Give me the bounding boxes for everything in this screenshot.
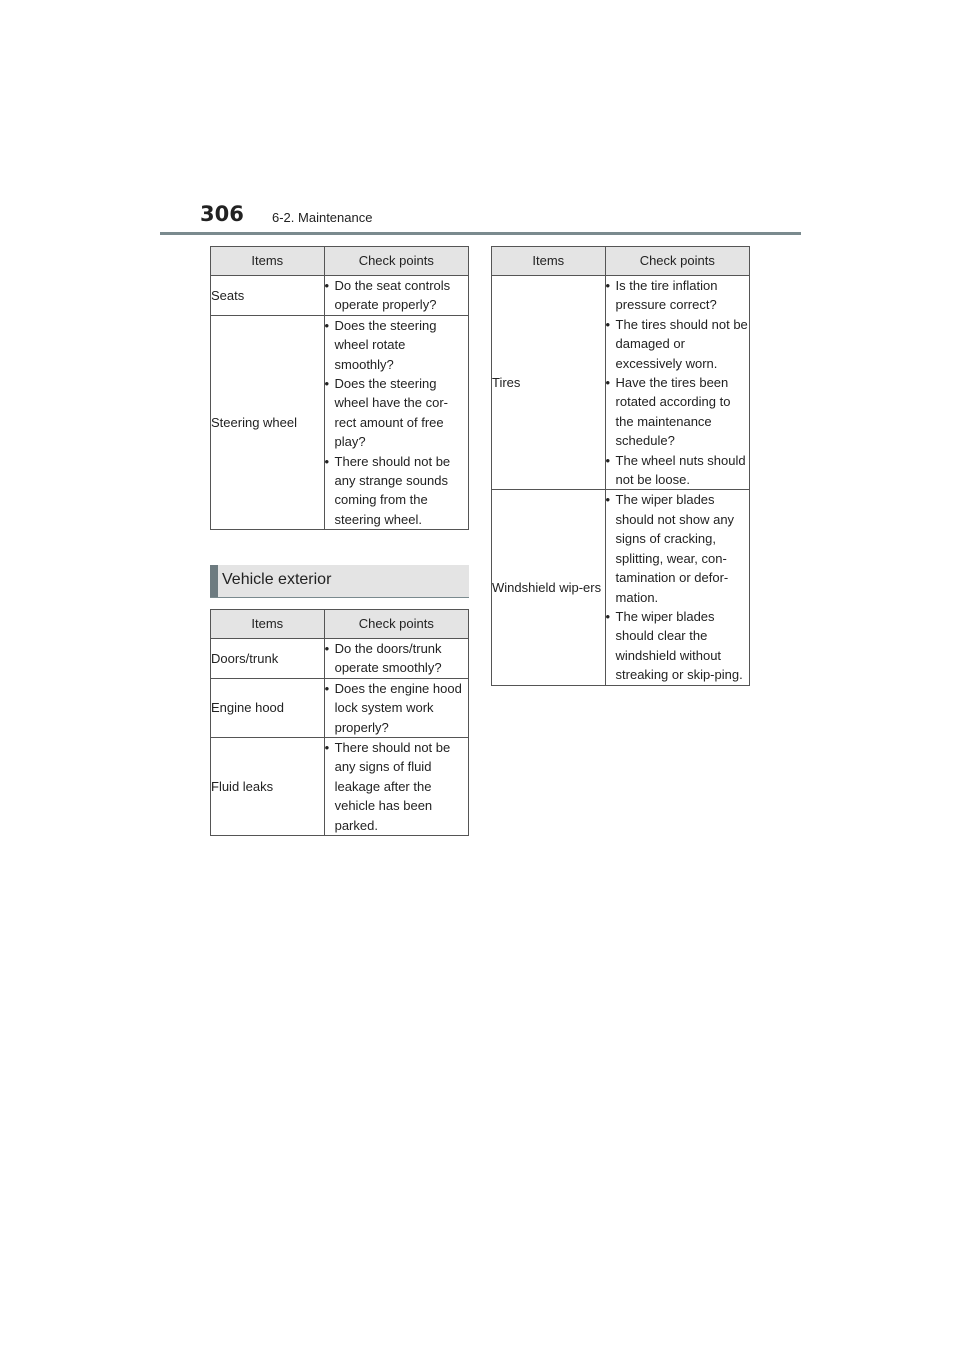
column-header-check-points: Check points (324, 610, 468, 639)
check-points-cell (324, 315, 468, 529)
vehicle-exterior-heading (210, 565, 469, 598)
check-point: • Do the seat controls operate properly? (325, 276, 468, 315)
exterior-check-table (210, 609, 469, 836)
check-point: • Do the doors/trunk operate smoothly? (325, 639, 468, 678)
table-row (211, 738, 469, 836)
section-label: 6-2. Maintenance (272, 210, 373, 225)
item-cell: Steering wheel (211, 315, 325, 529)
check-points-cell (324, 738, 468, 836)
column-header-items: Items (211, 247, 325, 276)
table-header-row (211, 247, 469, 276)
table-row (211, 639, 469, 679)
item-cell: Windshield wip-ers (492, 490, 606, 685)
table-row (492, 276, 750, 490)
check-points-cell (605, 490, 749, 685)
item-cell: Seats (211, 276, 325, 316)
check-point: • The wiper blades should not show any signs of cracking, splitting, wear, con-tamination or defor-mation. (606, 490, 749, 606)
interior-check-table (210, 246, 469, 530)
check-point: • The wheel nuts should not be loose. (606, 451, 749, 490)
item-cell: Doors/trunk (211, 639, 325, 679)
check-point: • Have the tires been rotated according to the maintenance schedule? (606, 373, 749, 451)
table-header-row (211, 610, 469, 639)
check-point: • The tires should not be damaged or excessively worn. (606, 315, 749, 373)
check-points-cell (324, 276, 468, 316)
column-header-check-points: Check points (605, 247, 749, 276)
item-cell: Engine hood (211, 678, 325, 737)
column-header-items: Items (492, 247, 606, 276)
page-number: 306 (200, 202, 244, 226)
check-point: • Does the steering wheel have the cor-rect amount of free play? (325, 374, 468, 452)
check-point: • There should not be any signs of fluid leakage after the vehicle has been parked. (325, 738, 468, 835)
item-cell: Tires (492, 276, 606, 490)
table-row (492, 490, 750, 685)
check-points-cell (324, 678, 468, 737)
heading-accent-bar (210, 565, 218, 597)
column-header-items: Items (211, 610, 325, 639)
check-point: • Is the tire inflation pressure correct? (606, 276, 749, 315)
table-row (211, 678, 469, 737)
check-point: • There should not be any strange sounds coming from the steering wheel. (325, 452, 468, 530)
item-cell: Fluid leaks (211, 738, 325, 836)
table-row (211, 276, 469, 316)
column-header-check-points: Check points (324, 247, 468, 276)
check-point: • Does the engine hood lock system work properly? (325, 679, 468, 737)
heading-title: Vehicle exterior (222, 571, 332, 588)
check-points-cell (605, 276, 749, 490)
check-points-cell (324, 639, 468, 679)
tires-wipers-check-table (491, 246, 750, 686)
check-point: • Does the steering wheel rotate smoothly? (325, 316, 468, 374)
header-rule (160, 232, 801, 235)
table-row (211, 315, 469, 529)
check-point: • The wiper blades should clear the windshield without streaking or skip-ping. (606, 607, 749, 685)
table-header-row (492, 247, 750, 276)
